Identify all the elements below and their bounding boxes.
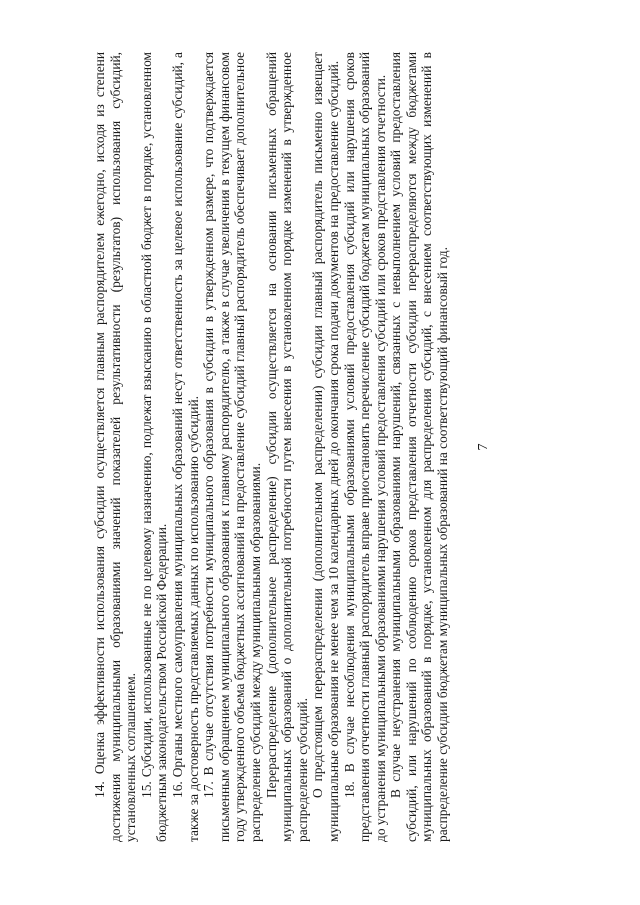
paragraph-18: 18. В случае несоблюдения муниципальными образованиями условий предоставления субсидий или нарушения сроков представления отчетности главный распорядитель вправе приостановить перечисление субсидий бюджетам муниципальных образований до устранения муниципальными образованиями нарушения условий предоставления субсидий или сроков представления отчетности. [341,52,388,842]
paragraph-16: 16. Органы местного самоуправления муниципальных образований несут ответственность за целевое использование субсидий, а также за достоверность представляемых данных по использованию субсидий. [169,52,201,842]
paragraph-17-redistribution: Перераспределение (дополнительное распределение) субсидии осуществляется на основании письменных обращений муниципальных образований о дополнительной потребности путем внесения в установленном порядке изменений в утвержденное распределение субсидий. [263,52,310,842]
paragraph-17-notice: О предстоящем перераспределении (дополнительном распределении) субсидии главный распорядитель письменно извещает муниципальные образования не менее чем за 10 календарных дней до окончания срока подачи документов на предоставление субсидий. [310,52,341,842]
paragraph-15: 15. Субсидии, использованные не по целевому назначению, подлежат взысканию в областной бюджет в порядке, установленном бюджетным законодательством Российской Федерации. [138,52,170,842]
paragraph-14: 14. Оценка эффективности использования субсидии осуществляется главным распорядителем ежегодно, исходя из степени достижения муниципальными образованиями значений показателей результативности (результатов) использования субсидий, установленных соглашением. [92,52,139,842]
page-number: 7 [476,443,491,451]
document-body [92,52,451,842]
paragraph-18-non-elimination: В случае неустранения муниципальными образованиями нарушений, связанных с невыполнением условий предоставления субсидий, или нарушений по соблюдению сроков представления отчетности субсидии перераспределяются между бюджетами муниципальных образований в порядке, установленном для распределения субсидий, с внесением соответствующих изменений в распределение субсидии бюджетам муниципальных образований на соответствующий финансовый год. [388,52,451,842]
paragraph-17: 17. В случае отсутствия потребности муниципального образования в субсидии в утвержденном размере, что подтверждается письменным обращением муниципального образования к главному распорядителю, а также в случае увеличения в текущем финансовом году утвержденного объема бюджетных ассигнований на предоставление субсидий главный распорядитель обеспечивает дополнительное распределение субсидий между муниципальными образованиями. [201,52,263,842]
